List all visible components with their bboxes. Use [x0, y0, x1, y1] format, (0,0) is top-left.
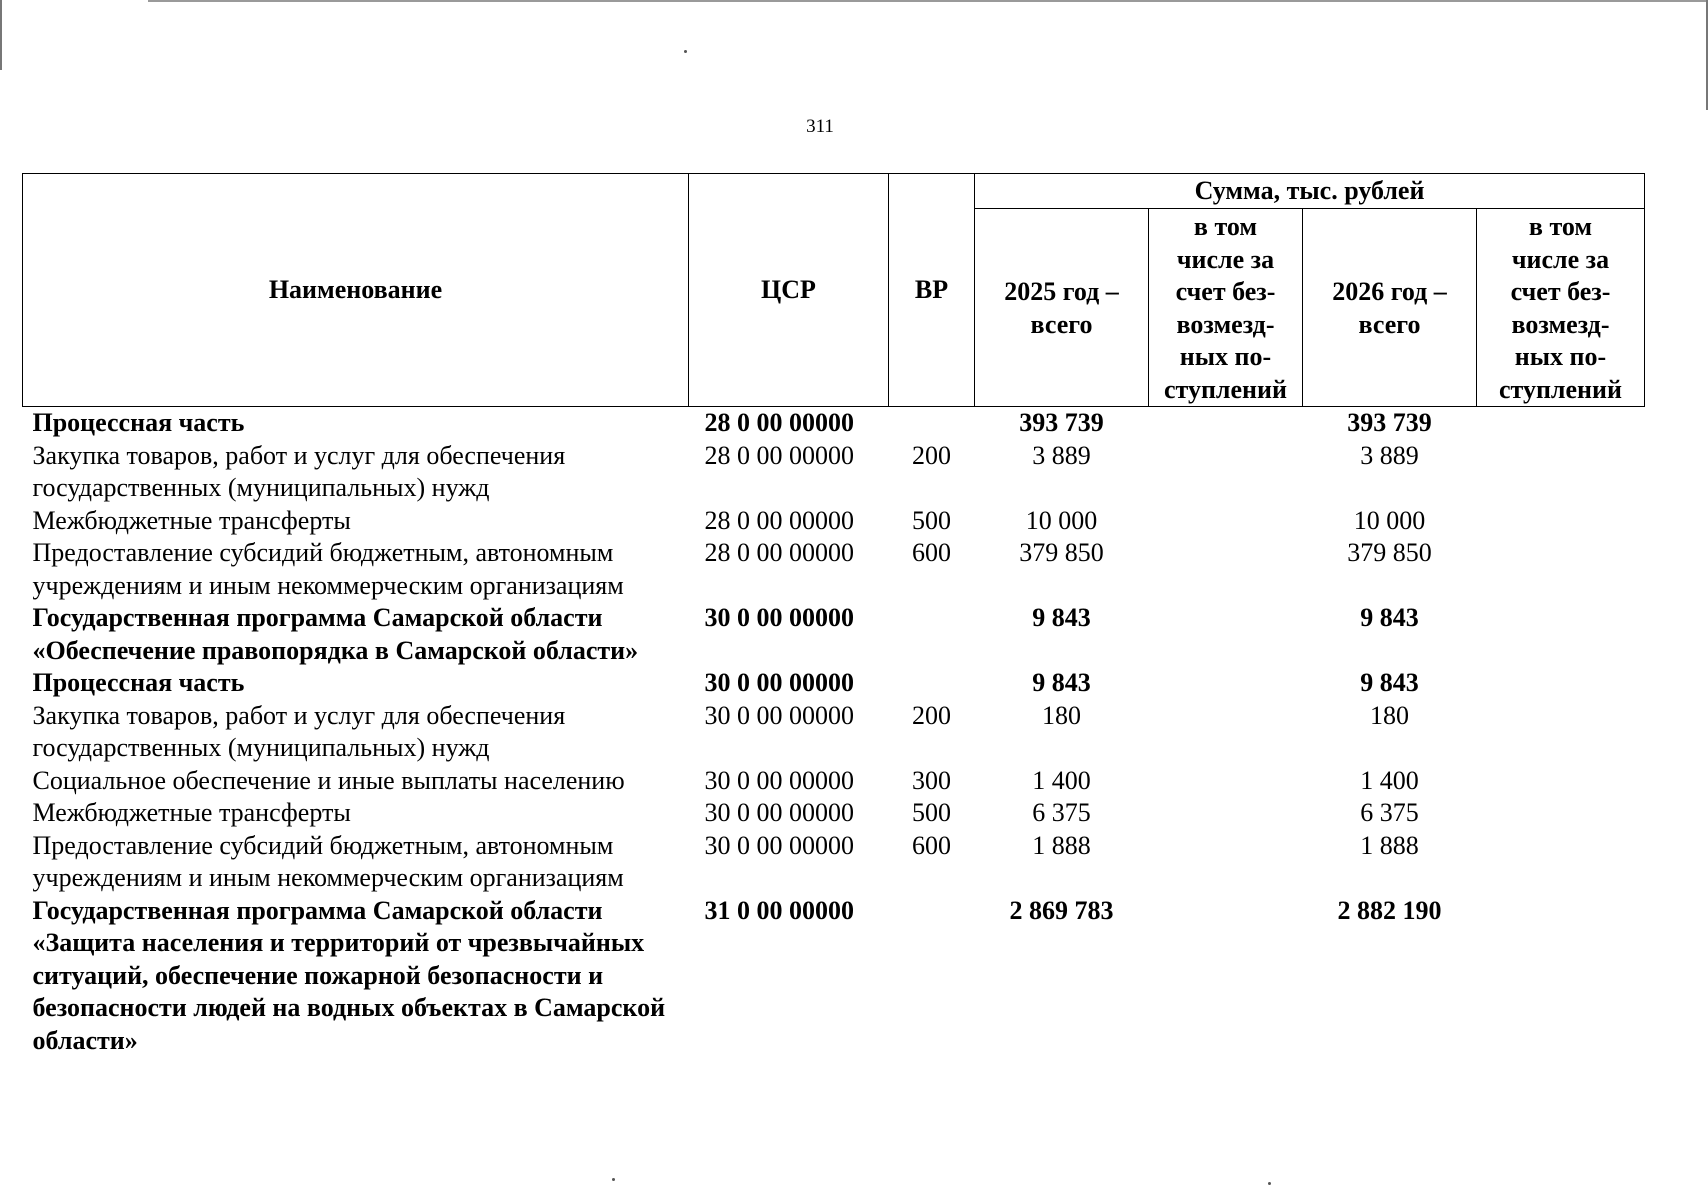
- row-name: Межбюджетные трансферты: [32, 505, 351, 535]
- row-vr: 500: [912, 505, 951, 535]
- table-row: [23, 830, 1645, 895]
- row-2026-total: 1 400: [1360, 765, 1419, 795]
- row-2026-grants: [1477, 895, 1645, 1058]
- row-name: Государственная программа Самарской области «Защита населения и территорий от чрезвычайных ситуаций, обеспечение пожарной безопасности и безопасности людей на водных объектах в Самарской области»: [32, 895, 666, 1055]
- row-2025-grants: [1149, 407, 1303, 440]
- row-csr: 28 0 00 00000: [704, 538, 854, 567]
- scan-left-border: [0, 0, 2, 70]
- row-2025-grants: [1149, 602, 1303, 667]
- row-name: Межбюджетные трансферты: [32, 798, 351, 827]
- table-row: [23, 797, 1645, 830]
- row-2026-grants: [1477, 797, 1645, 830]
- row-vr: [889, 602, 975, 667]
- row-name: Социальное обеспечение и иные выплаты населению: [32, 765, 625, 795]
- row-vr: 600: [912, 830, 951, 860]
- row-2026-grants: [1477, 537, 1645, 602]
- row-csr: 31 0 00 00000: [704, 895, 854, 925]
- row-2025-grants: [1149, 505, 1303, 538]
- row-name: Закупка товаров, работ и услуг для обеспечения государственных (муниципальных) нужд: [32, 440, 566, 502]
- table-row: [23, 700, 1645, 765]
- table-row: [23, 537, 1645, 602]
- row-2026-grants: [1477, 505, 1645, 538]
- row-2025-total: 180: [1042, 700, 1081, 730]
- row-csr: 30 0 00 00000: [704, 603, 854, 632]
- row-csr: 30 0 00 00000: [704, 765, 854, 795]
- row-2026-total: 9 843: [1360, 668, 1419, 697]
- row-2026-total: 180: [1370, 700, 1409, 730]
- row-2026-grants: [1477, 700, 1645, 765]
- table-body: [23, 407, 1645, 1058]
- row-csr: 30 0 00 00000: [704, 798, 854, 827]
- row-vr: 200: [912, 700, 951, 730]
- row-2026-total: 9 843: [1360, 603, 1419, 632]
- row-2026-total: 1 888: [1360, 830, 1419, 860]
- scan-speck: [612, 1178, 615, 1181]
- header-vr: ВР: [889, 174, 975, 407]
- row-2026-total: 393 739: [1347, 408, 1432, 437]
- row-2025-grants: [1149, 440, 1303, 505]
- table-row: [23, 440, 1645, 505]
- header-name: Наименование: [23, 174, 689, 407]
- row-2025-grants: [1149, 765, 1303, 798]
- row-csr: 28 0 00 00000: [704, 440, 854, 470]
- row-2026-total: 6 375: [1360, 798, 1419, 827]
- header-2026-grants: в том числе за счет без- возмезд- ных по- ступлений: [1477, 209, 1645, 407]
- row-2025-total: 3 889: [1032, 440, 1091, 470]
- row-vr: 600: [912, 538, 951, 567]
- row-2025-grants: [1149, 895, 1303, 1058]
- row-2026-total: 2 882 190: [1337, 895, 1442, 925]
- page-number: 311: [806, 116, 834, 137]
- row-name: Предоставление субсидий бюджетным, автономным учреждениям и иным некоммерческим организациям: [32, 538, 624, 600]
- row-2025-total: 9 843: [1032, 668, 1091, 697]
- row-2026-total: 379 850: [1347, 538, 1432, 567]
- row-vr: 300: [912, 765, 951, 795]
- row-2026-total: 3 889: [1360, 440, 1419, 470]
- row-2026-grants: [1477, 667, 1645, 700]
- row-csr: 30 0 00 00000: [704, 668, 854, 697]
- row-csr: 30 0 00 00000: [704, 700, 854, 730]
- row-name: Процессная часть: [32, 668, 245, 697]
- row-2025-total: 1 400: [1032, 765, 1091, 795]
- row-csr: 28 0 00 00000: [704, 408, 854, 437]
- row-2025-grants: [1149, 700, 1303, 765]
- scan-top-border: [148, 0, 1708, 2]
- row-2025-grants: [1149, 797, 1303, 830]
- table-row: [23, 505, 1645, 538]
- row-name: Процессная часть: [32, 408, 245, 437]
- table-row: [23, 407, 1645, 440]
- header-csr: ЦСР: [689, 174, 889, 407]
- row-2026-grants: [1477, 830, 1645, 895]
- row-2026-grants: [1477, 765, 1645, 798]
- row-2025-grants: [1149, 667, 1303, 700]
- table-row: [23, 895, 1645, 1058]
- row-2026-grants: [1477, 440, 1645, 505]
- row-2025-total: 9 843: [1032, 603, 1091, 632]
- row-2026-total: 10 000: [1353, 505, 1426, 535]
- row-name: Закупка товаров, работ и услуг для обеспечения государственных (муниципальных) нужд: [32, 700, 566, 762]
- header-2025-total: 2025 год – всего: [975, 209, 1149, 407]
- budget-table: [22, 173, 1645, 1057]
- row-vr: 200: [912, 440, 951, 470]
- row-2025-grants: [1149, 537, 1303, 602]
- table-row: [23, 765, 1645, 798]
- row-vr: [889, 407, 975, 440]
- table-row: [23, 602, 1645, 667]
- table-row: [23, 667, 1645, 700]
- row-2025-total: 2 869 783: [1009, 895, 1114, 925]
- header-2026-total: 2026 год – всего: [1303, 209, 1477, 407]
- row-2026-grants: [1477, 602, 1645, 667]
- row-csr: 28 0 00 00000: [704, 505, 854, 535]
- row-name: Государственная программа Самарской области «Обеспечение правопорядка в Самарской области»: [32, 603, 639, 665]
- row-2025-grants: [1149, 830, 1303, 895]
- row-2025-total: 1 888: [1032, 830, 1091, 860]
- row-2025-total: 379 850: [1019, 538, 1104, 567]
- header-sum-group: Сумма, тыс. рублей: [975, 174, 1645, 209]
- row-name: Предоставление субсидий бюджетным, автономным учреждениям и иным некоммерческим организациям: [32, 830, 624, 892]
- scan-speck: [684, 50, 687, 53]
- row-vr: [889, 667, 975, 700]
- row-2025-total: 6 375: [1032, 798, 1091, 827]
- row-vr: 500: [912, 798, 951, 827]
- row-2026-grants: [1477, 407, 1645, 440]
- scan-speck: [1268, 1182, 1271, 1185]
- row-csr: 30 0 00 00000: [704, 830, 854, 860]
- row-vr: [889, 895, 975, 1058]
- header-2025-grants: в том числе за счет без- возмезд- ных по- ступлений: [1149, 209, 1303, 407]
- row-2025-total: 393 739: [1019, 408, 1104, 437]
- row-2025-total: 10 000: [1025, 505, 1098, 535]
